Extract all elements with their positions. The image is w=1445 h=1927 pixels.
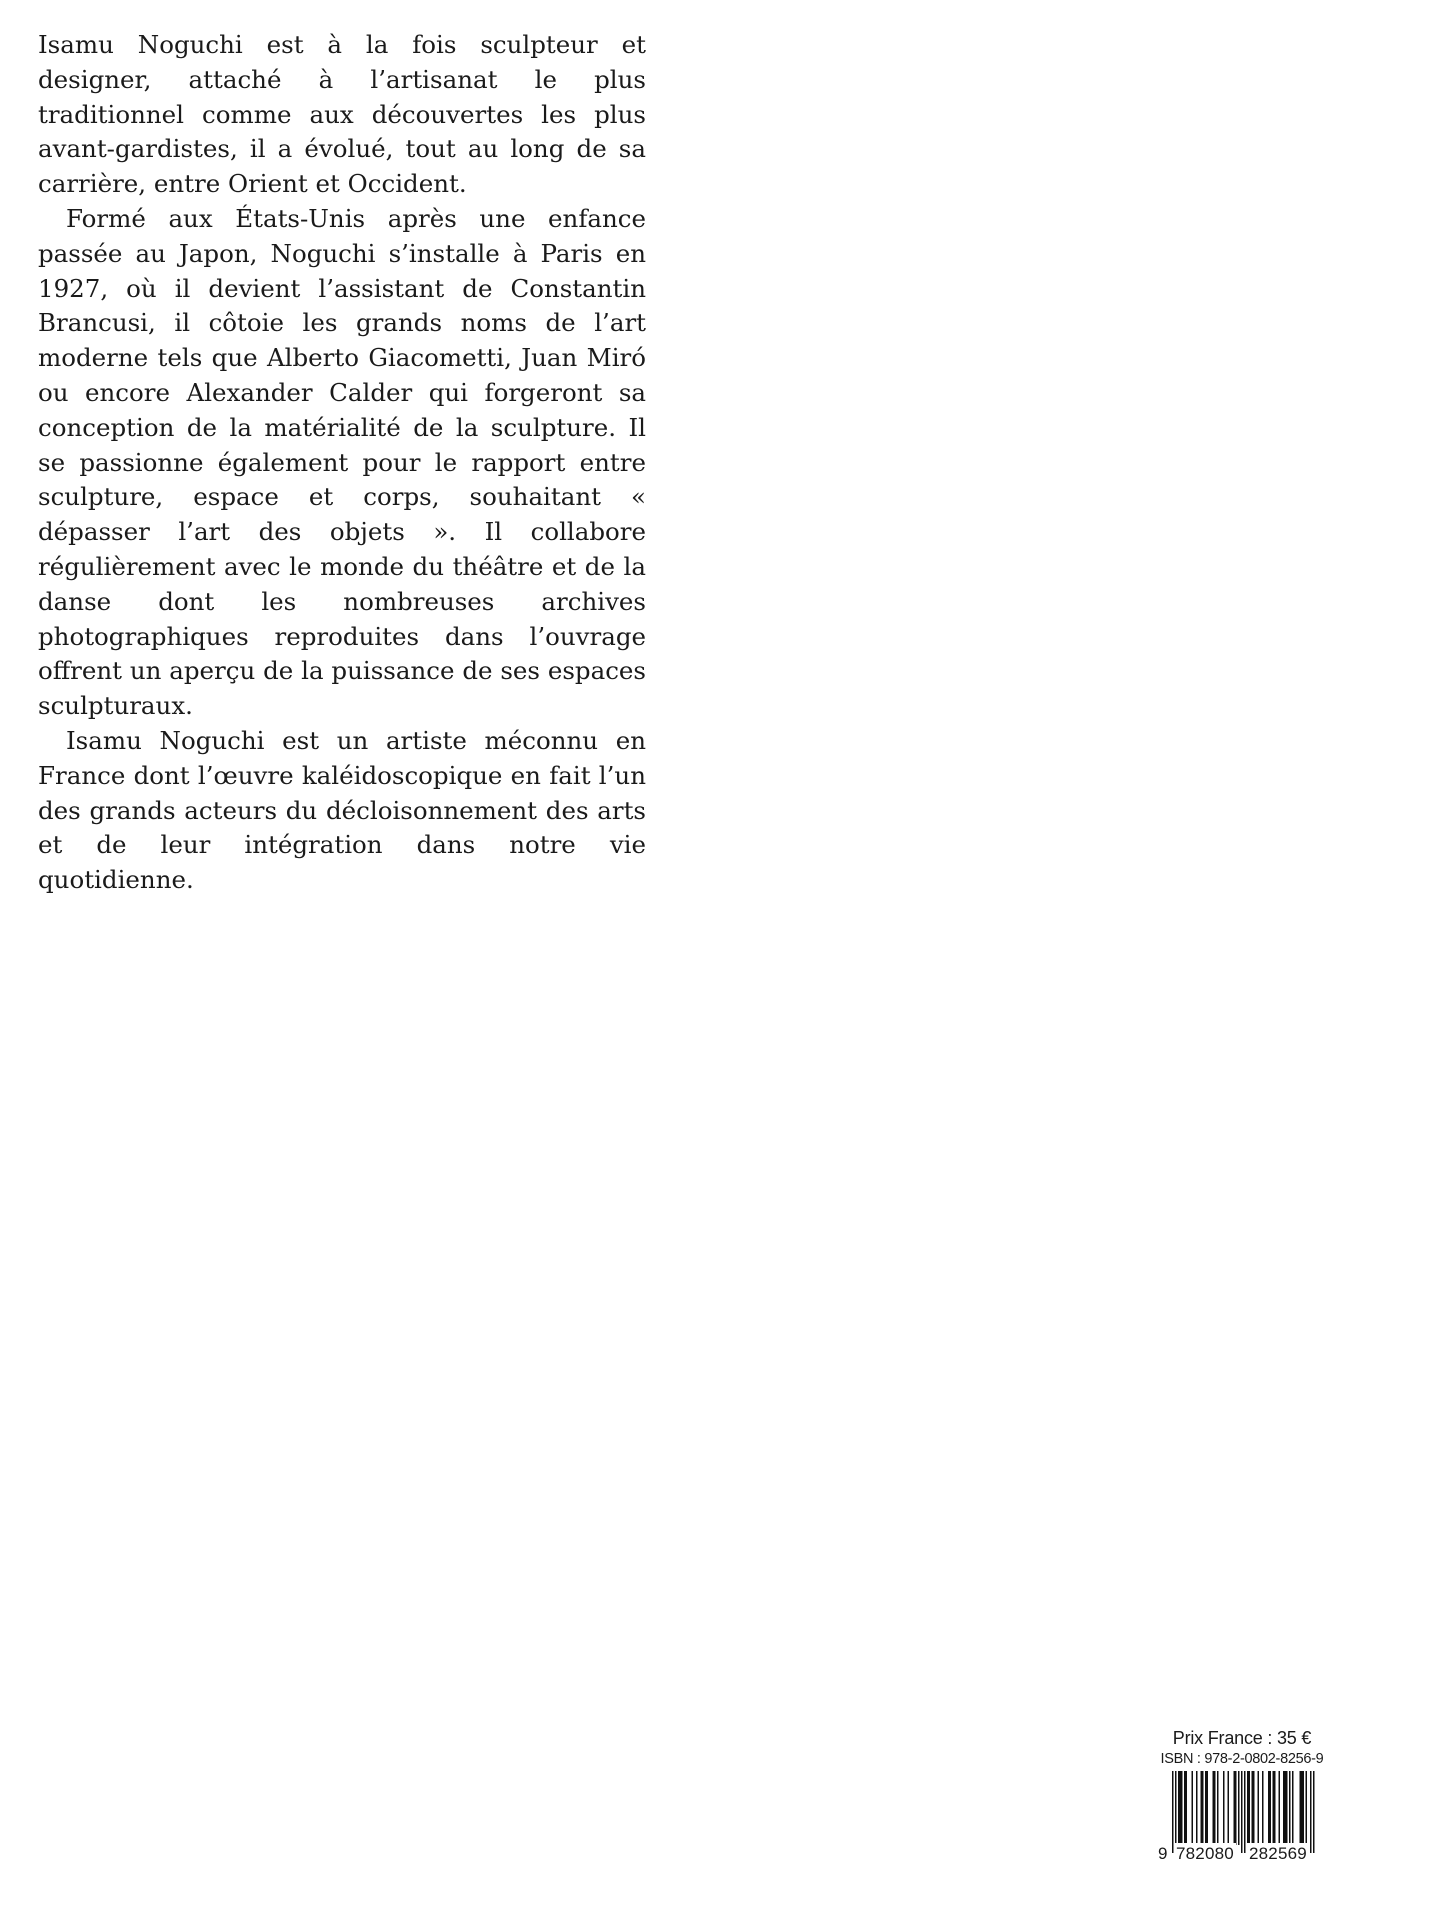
barcode-bar [1301, 1771, 1303, 1845]
barcode-bar [1235, 1771, 1237, 1845]
barcode-digit-first: 9 [1158, 1844, 1168, 1863]
paragraph-biography: Formé aux États-Unis après une enfance passée au Japon, Noguchi s’installe à Paris en 1927, où il devient l’assistant de Constantin Brancusi, il côtoie les grands noms de l’art moderne tels que Alberto Giacometti, Juan Miró ou encore Alexander Calder qui forgeront sa conception de la matérialité de la sculpture. Il se passionne également pour le rapport entre sculpture, espace et corps, souhaitant « dépasser l’art des objets ». Il collabore régulièrement avec le monde du théâtre et de la danse dont les nombreuses archives photographiques reproduites dans l’ouvrage offrent un aperçu de la puissance de ses espaces sculpturaux. [38, 203, 646, 721]
paragraph-intro: Isamu Noguchi est à la fois sculpteur et designer, attaché à l’artisanat le plus traditionnel comme aux découvertes les plus avant-gardistes, il a évolué, tout au long de sa carrière, entre Orient et Occident. [38, 30, 646, 199]
back-cover-text [38, 28, 646, 898]
barcode-digits-left: 782080 [1176, 1844, 1234, 1863]
barcode-bar [1249, 1771, 1251, 1845]
price-label: Prix France : 35 € [1172, 1728, 1312, 1748]
barcode-digits-right: 282569 [1249, 1844, 1307, 1863]
barcode-bar [1234, 1771, 1236, 1845]
barcode-bar [1241, 1771, 1243, 1853]
barcode-bar [1184, 1771, 1186, 1845]
barcode-bars-icon [1158, 1771, 1326, 1853]
barcode-bar [1310, 1771, 1312, 1853]
barcode-bar [1262, 1771, 1264, 1845]
barcode-bar [1196, 1771, 1198, 1845]
barcode-bar [1247, 1771, 1249, 1845]
paragraph-conclusion: Isamu Noguchi est un artiste méconnu en France dont l’œuvre kaléidoscopique en fait l’un des grands acteurs du décloisonnement des arts et de leur intégration dans notre vie quotidienne. [38, 725, 646, 895]
barcode-bar [1283, 1771, 1285, 1845]
barcode-bar [1244, 1771, 1246, 1853]
barcode-bar [1172, 1771, 1174, 1853]
barcode-bar [1175, 1771, 1177, 1853]
barcode-bar [1306, 1771, 1308, 1845]
barcode [1158, 1771, 1326, 1869]
barcode-bar [1217, 1771, 1219, 1845]
barcode-bar [1207, 1771, 1209, 1845]
price-isbn-block [1158, 1727, 1326, 1869]
barcode-bar [1286, 1771, 1288, 1845]
barcode-bar [1273, 1771, 1275, 1845]
barcode-bar [1313, 1771, 1315, 1853]
barcode-bar [1253, 1771, 1255, 1845]
barcode-bar [1180, 1771, 1182, 1845]
barcode-bar [1300, 1771, 1302, 1845]
barcode-bar [1279, 1771, 1281, 1845]
barcode-bar [1289, 1771, 1291, 1845]
barcode-bar [1202, 1771, 1204, 1845]
barcode-bar [1214, 1771, 1216, 1845]
barcode-bar [1178, 1771, 1180, 1845]
barcode-bar [1252, 1771, 1254, 1845]
barcode-bar [1223, 1771, 1225, 1845]
isbn-label: ISBN : 978-2-0802-8256-9 [1160, 1751, 1324, 1767]
barcode-bar [1303, 1771, 1305, 1845]
barcode-bar [1201, 1771, 1203, 1845]
barcode-bar [1181, 1771, 1183, 1845]
barcode-bar [1285, 1771, 1287, 1845]
barcode-bar [1228, 1771, 1230, 1845]
barcode-bar [1292, 1771, 1294, 1845]
barcode-bar [1258, 1771, 1260, 1845]
barcode-bar [1205, 1771, 1207, 1845]
barcode-bar [1268, 1771, 1270, 1845]
barcode-bar [1274, 1771, 1276, 1845]
barcode-bar [1186, 1771, 1188, 1845]
barcode-bar [1213, 1771, 1215, 1845]
barcode-bar [1192, 1771, 1194, 1845]
barcode-bar [1270, 1771, 1272, 1845]
barcode-bar [1238, 1771, 1240, 1845]
